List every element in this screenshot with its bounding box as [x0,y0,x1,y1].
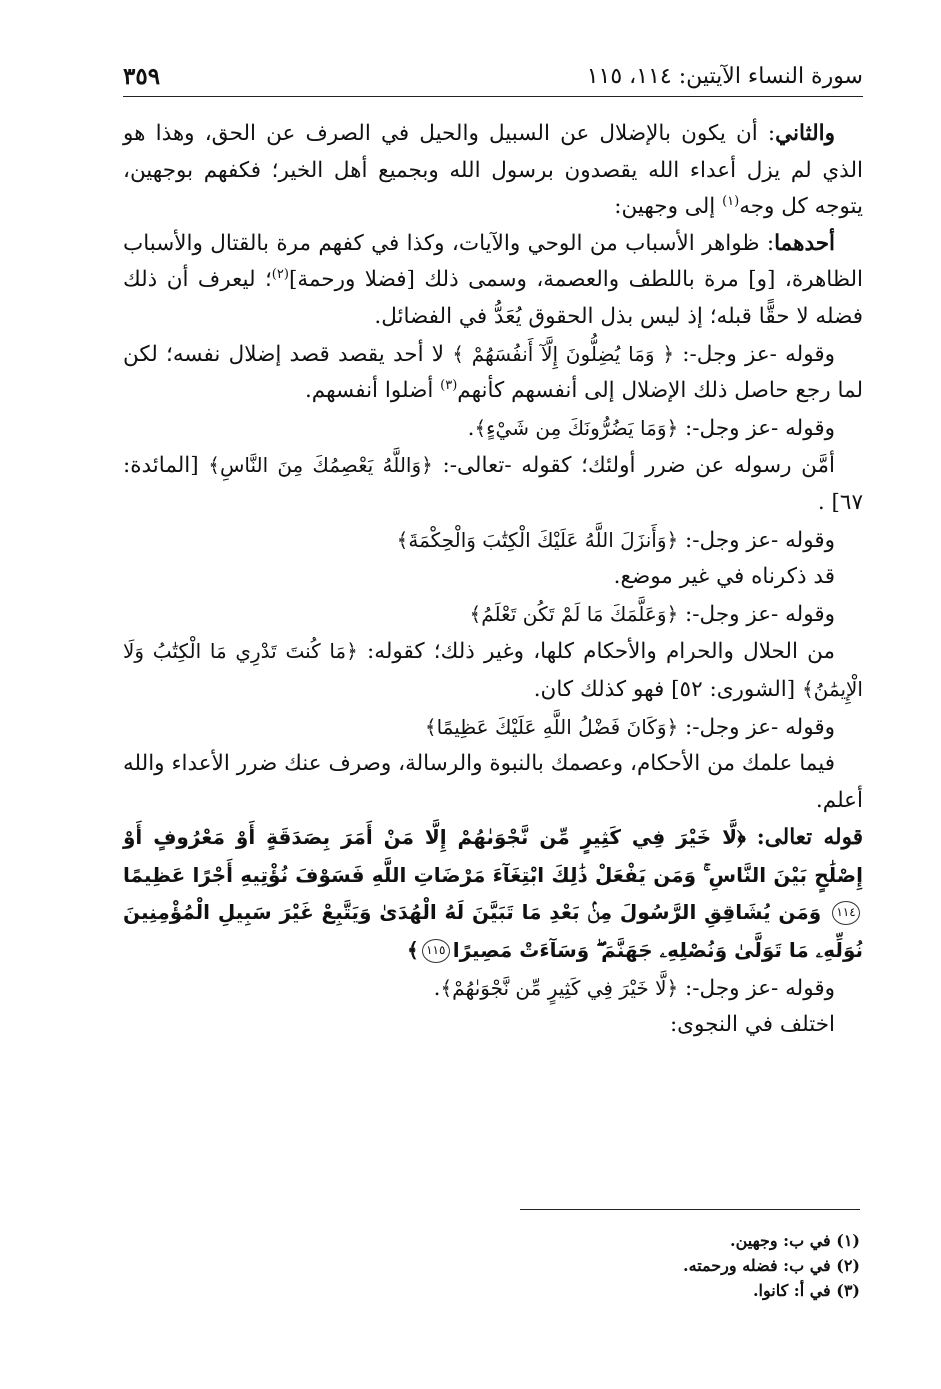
quran-quote: ﴿وَأَنزَلَ اللَّهُ عَلَيْكَ الْكِتَٰبَ وَالْحِكْمَةَ﴾ [396,527,679,552]
paragraph-text: فيما علمك من الأحكام، وعصمك بالنبوة والرسالة، وصرف عنك ضرر الأعداء والله أعلم. [123,751,863,813]
paragraph [123,1007,863,1044]
paragraph [123,447,863,521]
paragraph-pre: وقوله -عز وجل-: [678,601,835,627]
paragraph-tail: [الشورى: ٥٢] فهو كذلك كان. [533,676,802,702]
quran-quote: ﴿ وَمَا يُضِلُّونَ إِلَّآ أَنفُسَهُمْ ﴾ [452,341,675,366]
quran-quote: ﴿لَّا خَيْرَ فِي كَثِيرٍ مِّن نَّجْوَىٰهُمْ﴾ [440,975,679,1000]
paragraph-text: أمَّن رسوله عن ضرر أولئك؛ كقوله -تعالى-: [432,453,835,479]
paragraph [123,522,863,560]
paragraph-lead: أحدهما [774,230,835,256]
paragraph-text: : ظواهر الأسباب من الوحي والآيات، وكذا في كفهم مرة بالقتال والأسباب الظاهرة، [و] مرة باللطف والعصمة، وسمى ذلك [فضلا ورحمة] [123,230,863,293]
paragraph-text: قد ذكرناه في غير موضع. [613,564,835,590]
quran-quote: ﴿وَاللَّهُ يَعْصِمُكَ مِنَ النَّاسِ﴾ [208,453,433,478]
paragraph [123,633,863,708]
quran-verse-114: ﴿لَّا خَيْرَ فِي كَثِيرٍ مِّن نَّجْوَىٰهُمْ إِلَّا مَنْ أَمَرَ بِصَدَقَةٍ أَوْ مَعْرُوفٍ أَوْ إِصْلَٰحٍ بَيْنَ النَّاسِ ۚ وَمَن يَفْعَلْ ذَٰلِكَ ابْتِغَآءَ مَرْضَاتِ اللَّهِ فَسَوْفَ نُؤْتِيهِ أَجْرًا عَظِيمًا [123,825,863,887]
paragraph-text: : أن يكون بالإضلال عن السبيل والحيل في الصرف عن الحق، وهذا هو الذي لم يزل أعداء الله يقصدون برسول الله وبجميع أهل الخير؛ فكفهم بوجهين، يتوجه كل وجه [123,121,863,220]
verse-block [123,819,863,969]
paragraph [123,410,863,448]
header-title: سورة النساء الآيتين: ١١٤، ١١٥ [586,63,863,89]
paragraph [123,559,863,596]
footnote-ref: (٣) [440,378,458,393]
paragraph-pre: وقوله -عز وجل-: [678,415,835,441]
paragraph-pre: وقوله -عز وجل-: [678,714,835,740]
paragraph-tail: [المائدة: ٦٧] . [123,453,863,515]
main-text [123,116,863,1044]
quran-close-bracket: ﴾ [407,938,419,963]
paragraph-text: لا أحد يقصد قصد إضلال نفسه؛ لكن لما رجع حاصل ذلك الإضلال إلى أنفسهم كأنهم [123,341,863,404]
quran-quote: ﴿وَكَانَ فَضْلُ اللَّهِ عَلَيْكَ عَظِيمًا﴾ [424,714,679,739]
paragraph [123,596,863,634]
quran-verse-115: وَمَن يُشَاقِقِ الرَّسُولَ مِنۢ بَعْدِ مَا تَبَيَّنَ لَهُ الْهُدَىٰ وَيَتَّبِعْ غَيْرَ سَبِيلِ الْمُؤْمِنِينَ نُوَلِّهِۦ مَا تَوَلَّىٰ وَنُصْلِهِۦ جَهَنَّمَ ۖ وَسَآءَتْ مَصِيرًا [123,900,863,963]
paragraph [123,336,863,410]
paragraph-text: اختلف في النجوى: [669,1012,835,1038]
paragraph [123,226,863,336]
paragraph [123,709,863,747]
paragraph-pre: وقوله -عز وجل-: [678,527,835,553]
paragraph-pre: وقوله -عز وجل-: [674,341,835,367]
paragraph [123,116,863,226]
quran-quote: ﴿وَعَلَّمَكَ مَا لَمْ تَكُن تَعْلَمُ﴾ [469,601,679,626]
ayah-number-114: ١١٤ [832,901,860,925]
footnotes [520,1228,860,1303]
page-number: ٣٥٩ [123,62,161,90]
paragraph [123,970,863,1008]
paragraph-text: من الحلال والحرام والأحكام كلها، وغير ذلك؛ كقوله: [357,639,835,665]
footnote-divider [520,1209,860,1210]
paragraph-tail: ؛ ليعرف أن ذلك فضله لا حقًّا قبله؛ إذ ليس بذل الحقوق يُعَدُّ في الفضائل. [123,267,863,329]
verse-lead: قوله تعالى: [756,825,863,851]
paragraph-tail: أضلوا أنفسهم. [304,378,441,404]
paragraph-tail: . [467,415,475,441]
quran-quote: ﴿وَمَا يَضُرُّونَكَ مِن شَيْءٍ﴾ [474,415,679,440]
running-header [123,56,863,97]
paragraph-tail: إلى وجهين: [614,194,723,220]
footnote-ref: (١) [722,194,740,210]
quran-quote: ﴿مَا كُنتَ تَدْرِي مَا الْكِتَٰبُ وَلَا الْإِيمَٰنُ﴾ [123,639,863,701]
paragraph-tail: . [433,975,441,1001]
footnote-ref: (٢) [271,267,289,283]
ayah-number-115: ١١٥ [422,939,450,963]
footnote-2: (٢) في ب: فضله ورحمته. [683,1256,860,1275]
paragraph [123,746,863,819]
paragraph-lead: والثاني [775,121,835,146]
paragraph-pre: وقوله -عز وجل-: [678,975,835,1001]
footnote-1: (١) في ب: وجهين. [730,1231,860,1250]
footnote-3: (٣) في أ: كانوا. [752,1281,860,1300]
